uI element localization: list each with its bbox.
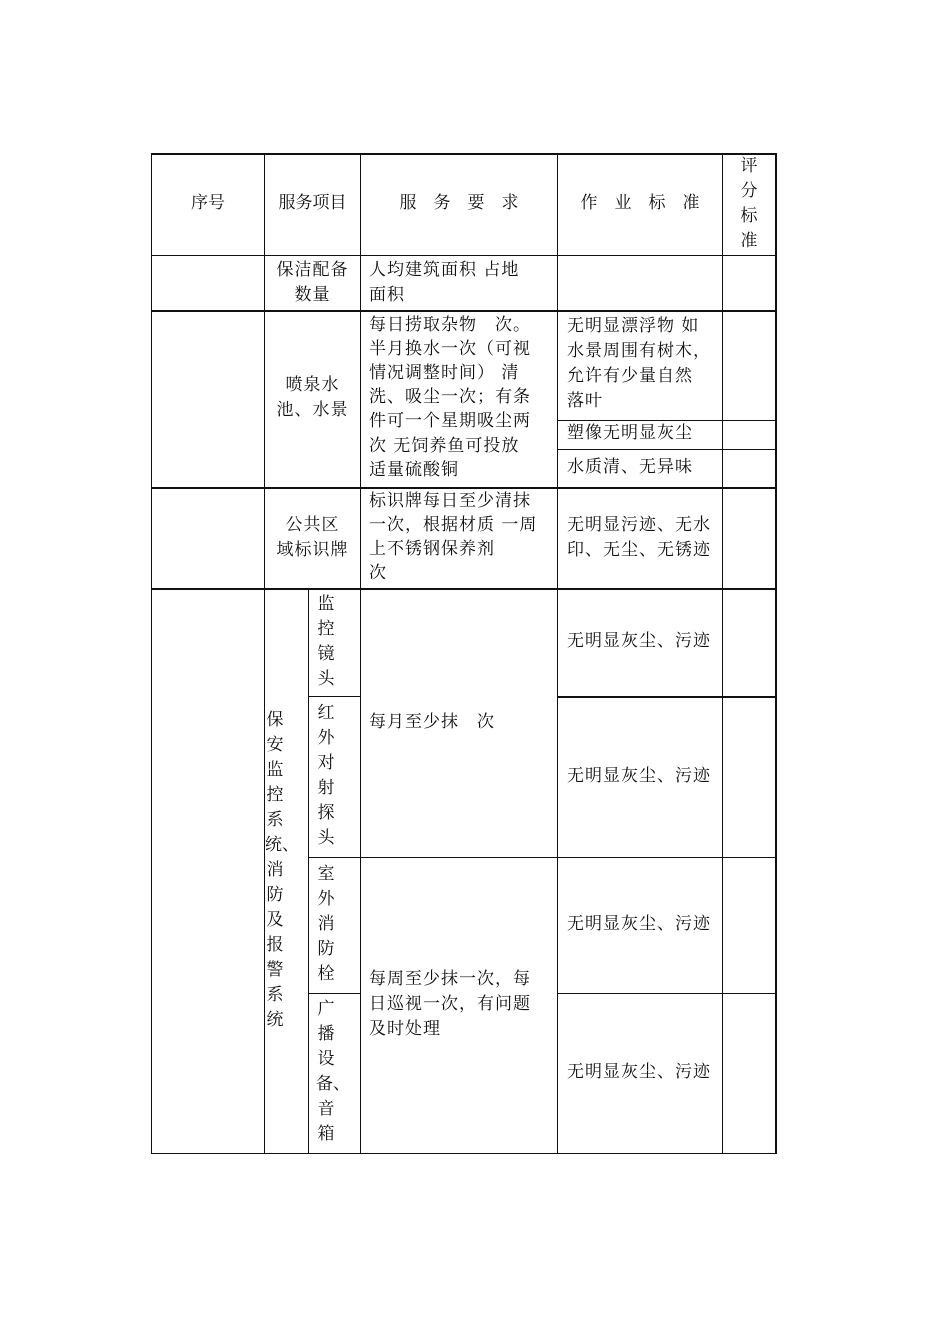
row3-requirement-line2: 一次，根据材质 一周 [369,515,538,535]
table-border-left [151,153,152,1154]
row2-standard2: 塑像无明显灰尘 [567,423,693,443]
table-border-bottom [151,1153,776,1154]
row-line [151,588,776,590]
security-standard-infrared: 无明显灰尘、污迹 [567,766,711,786]
row2-standard1-line2: 水景周围有树木， [567,341,711,361]
security-requirement-2-line3: 及时处理 [369,1019,441,1039]
row2-requirement-line2: 半月换水一次（可视 [369,339,531,359]
security-standard-broadcast: 无明显灰尘、污迹 [567,1062,711,1082]
row-line [557,993,776,994]
row3-standard-line1: 无明显污迹、无水 [567,515,711,535]
column-line [557,153,558,1154]
row2-item-line2: 池、水景 [276,400,349,420]
subitem-hydrant: 室外消防栓 [317,864,335,984]
row2-requirement-line1: 每日捞取杂物 次。 [369,315,531,335]
row3-item-line2: 域标识牌 [276,540,349,560]
header-seq: 序号 [191,193,225,213]
security-standard-camera: 无明显灰尘、污迹 [567,631,711,651]
row3-requirement-line4: 次 [369,563,387,583]
row-line [308,993,360,994]
row2-standard1-line3: 允许有少量自然 [567,366,693,386]
row2-requirement-line4: 洗、吸尘一次；有条 [369,387,531,407]
row1-requirement-line1: 人均建筑面积 占地 [369,260,520,280]
row3-requirement-line1: 标识牌每日至少清抹 [369,491,531,511]
row2-requirement-line7: 适量硫酸铜 [369,460,459,480]
security-standard-hydrant: 无明显灰尘、污迹 [567,914,711,934]
row2-requirement-line5: 件可一个星期吸尘两 [369,411,531,431]
row2-requirement-line3: 情况调整时间） 清 [369,363,520,383]
subitem-broadcast: 广播设备、音箱 [316,999,350,1144]
column-line [308,588,309,1154]
security-requirement-2-line2: 日巡视一次，有问题 [369,994,531,1014]
header-requirement: 服 务 要 求 [399,193,519,213]
row-line [557,696,776,698]
row1-item-line2: 数量 [294,285,331,305]
security-requirement-1: 每月至少抹 次 [369,712,495,732]
row2-standard1-line4: 落叶 [567,391,603,411]
column-line [360,153,361,1154]
row1-requirement-line2: 面积 [369,285,405,305]
row-line [151,310,776,312]
column-line [722,153,723,1154]
row3-item-line1: 公共区 [285,515,340,535]
security-requirement-2-line1: 每周至少抹一次，每 [369,969,531,989]
header-score: 评分标准 [740,156,758,251]
header-item: 服务项目 [278,193,347,213]
row-line [308,857,776,858]
row1-item-line1: 保洁配备 [276,260,349,280]
table-border-right [775,153,777,1154]
security-group-label: 保安监控系统、消防及报警系统 [265,710,299,1030]
row3-standard-line2: 印、无尘、无锈迹 [567,540,711,560]
subitem-infrared: 红外对射探头 [317,703,335,848]
row2-standard3: 水质清、无异味 [567,457,693,477]
row2-item-line1: 喷泉水 [285,375,340,395]
row2-requirement-line6: 次 无饲养鱼可投放 [369,436,520,456]
row3-requirement-line3: 上不锈钢保养剂 [369,539,495,559]
table-border-top [151,153,776,155]
row2-standard1-line1: 无明显漂浮物 如 [567,316,700,336]
row-line [151,255,776,256]
subitem-camera: 监控镜头 [317,594,335,689]
row-line [308,696,360,697]
header-standard: 作 业 标 准 [580,193,700,213]
row-line [557,449,776,450]
